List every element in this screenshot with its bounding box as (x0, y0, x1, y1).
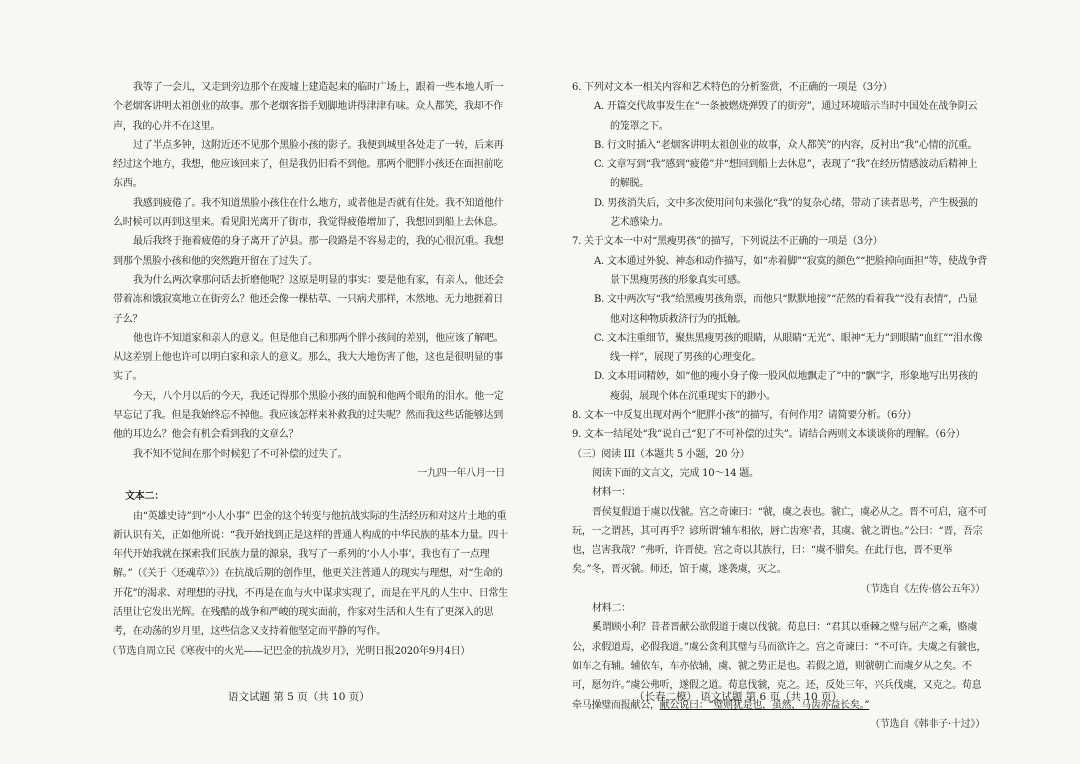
material-2-text: 奚谓顾小利？昔者晋献公欲假道于虞以伐虢。荀息曰：“君其以垂棘之璧与屈产之乘，赂虞公，求假道焉，必假我道。”虞公贪利其璧与马而欲许之。宫之奇谏曰：“不可许。夫虞之有虢也，如车之有辅。辅依车，车亦依辅，虞、虢之势正是也。若假之道，则虢朝亡而虞夕从之矣。不可，愿勿许。”虞公弗听，遂假之道。荀息伐虢，克之。还，反处三年，兴兵伐虞，又克之。荀息牵马操璧而报献公， (572, 622, 987, 711)
question-7-option-d: D. 文本用词精妙，如“他的瘦小身子像一股风似地飘走了”中的“飘”字，形象地写出男孩的瘦弱，展现个体在沉重现实下的渺小。 (594, 371, 978, 402)
paragraph: 我不知不觉间在那个时候犯了不可补偿的过失了。 (133, 448, 348, 460)
paragraph: 我感到疲倦了。我不知道黑脸小孩住在什么地方，或者他是否就有住处。我不知道他什么时候可以再到这里来。看见阳光离开了街市，我觉得疲倦增加了，我想回到船上去休息。 (113, 197, 504, 229)
text2-source: （节选自周立民《寒夜中的火光——记巴金的抗战岁月》，光明日报2020年9月4日） (107, 645, 471, 657)
section-3-instruction: 阅读下面的文言文，完成 10～14 题。 (592, 467, 759, 479)
question-9: 9. 文本一结尾处“我”说自己“犯了不可补偿的过失”。请结合两则文本谈谈你的理解。（6分） (572, 429, 966, 441)
text2-heading: 文本二： (125, 491, 164, 503)
question-6-option-b: B. 行文时插入“老烟客讲明太祖创业的故事，众人都笑”的内容，反衬出“我”心情的沉重。 (594, 139, 978, 151)
page-footer-left: 语文试题 第 5 页（共 10 页） (228, 691, 370, 703)
question-6-option-d: D. 男孩消失后，文中多次使用问句来强化“我”的复杂心绪，带动了读者思考，产生极强的艺术感染力。 (594, 197, 978, 229)
question-6-option-c: C. 文章写到“我”感到“疲倦”并“想回到船上去休息”，表现了“我”在经历情感波动后精神上的解脱。 (594, 159, 978, 190)
material-2-source: （节选自《韩非子·十过》） (870, 718, 985, 730)
material-2-heading: 材料二： (592, 603, 631, 615)
question-7-option-b: B. 文中两次写“我”给黑瘦男孩角票，而他只“默默地接”“茫然的看着我”“没有表情”，凸显他对这种物质救济行为的抵触。 (594, 294, 978, 325)
question-7: 7. 关于文本一中对“黑瘦男孩”的描写，下列说法不正确的一项是（3分） (572, 236, 883, 248)
paragraph: 我等了一会儿，又走到旁边那个在废墟上建造起来的临时广场上，跟着一些本地人听一个老烟客讲明太祖创业的故事。那个老烟客指手划脚地讲得津津有味。众人都笑，我却不作声，我的心并不在这里。 (113, 82, 504, 132)
material-1-source: （节选自《左传·僖公五年》） (860, 583, 985, 595)
left-text-column (107, 78, 511, 661)
page-right (540, 0, 1080, 764)
question-6-option-a: A. 开篇交代故事发生在“一条被燃烧弹毁了的街旁”，通过环境暗示当时中国处在战争阴云的笼罩之下。 (594, 101, 978, 132)
section-3-title: （三）阅读 III（本题共 5 小题，20 分） (572, 448, 750, 460)
paragraph: 最后我终于拖着疲倦的身子离开了泸县。那一段路是不容易走的，我的心很沉重。我想到那个黑脸小孩和他的突然跑开留在了过失了。 (113, 236, 504, 267)
material-1-heading: 材料一： (592, 487, 631, 499)
question-7-option-c: C. 文本注重细节，聚焦黑瘦男孩的眼睛，从眼睛“无光”、眼神“无力”到眼睛“血红”“泪水像线一样”，展现了男孩的心理变化。 (594, 332, 983, 364)
material-2-underlined-text: 献公说曰：“璧则犹是也，虽然，马齿亦益长矣。” (659, 699, 870, 711)
right-text-column (572, 78, 987, 734)
essay-date: 一九四一年八月一日 (417, 467, 505, 479)
text2-body: 由“英雄史诗”到“小人小事” 巴金的这个转变与他抗战实际的生活经历和对这片土地的重新认识有关，正如他所说：“我开始找到正是这样的普通人构成的中华民族的基本力量。四十年代开始我就在探索我们民族力量的源泉，我写了一系列的‘小人小事’，我也有了一点理解。”（《关于〈还魂草〉》）在抗战后期的创作里，他更关注普通人的现实与理想，对“生命的开花”的渴求、对理想的寻找，不再是在血与火中谋求实现了，而是在平凡的人生中、日常生活里让它发出光辉。在残酷的战争和严峻的现实面前，作家对生活和人生有了更深入的思考，在动荡的岁月里，这些信念又支持着他坚定而平静的写作。 (113, 510, 508, 638)
material-1-body: 晋侯复假道于虞以伐虢。宫之奇谏曰：“虢，虞之表也。虢亡，虞必从之。晋不可启，寇不可玩，一之谓甚，其可再乎？谚所谓‘辅车相依，唇亡齿寒’者，其虞、虢之谓也。”公曰：“晋，吾宗也，岂害我哉？”弗听，许晋使。宫之奇以其族行，曰：“虞不腊矣。在此行也，晋不更举矣。”冬，晋灭虢。师还，馆于虞，遂袭虞，灭之。 (572, 506, 987, 576)
question-6: 6. 下列对文本一相关内容和艺术特色的分析鉴赏，不正确的一项是（3分） (572, 82, 893, 93)
paragraph: 过了半点多钟，这附近还不见那个黑脸小孩的影子。我便到城里各处走了一转，后来再经过这个地方，我想，他应该回来了，但是我仍旧看不到他。那两个肥胖小孩还在面担前吃东西。 (113, 139, 504, 190)
paragraph: 今天，八个月以后的今天，我还记得那个黑脸小孩的面貌和他两个眼角的泪水。他一定早忘记了我。但是我始终忘不掉他。我应该怎样来补救我的过失呢？然而我这些话能够达到他的耳边么？他会有机会看到我的文章么？ (113, 390, 504, 441)
question-7-option-a: A. 文本通过外貌、神态和动作描写，如“赤着脚”“寂寞的颜色”“把脸掉向面担”等，使战争背景下黑瘦男孩的形象真实可感。 (594, 255, 988, 286)
page-footer-right: （长春二模） 语文试题 第 6 页（共 10 页） (634, 691, 843, 703)
question-8: 8. 文本一中反复出现对两个“肥胖小孩”的描写，有何作用？请简要分析。（6分） (572, 410, 917, 422)
paragraph: 他也许不知道家和亲人的意义。但是他自己和那两个胖小孩间的差别，他应该了解吧。从这差别上他也许可以明白家和亲人的意义。那么，我大大地伤害了他，这也是很明显的事实了。 (113, 332, 504, 383)
paragraph: 我为什么两次拿那问话去折磨他呢？这原是明显的事实：要是他有家，有亲人，他还会带着冻和饿寂寞地立在街旁么？他还会像一棵枯草、一只病犬那样，木然地、无力地捱着日子么？ (113, 274, 504, 325)
